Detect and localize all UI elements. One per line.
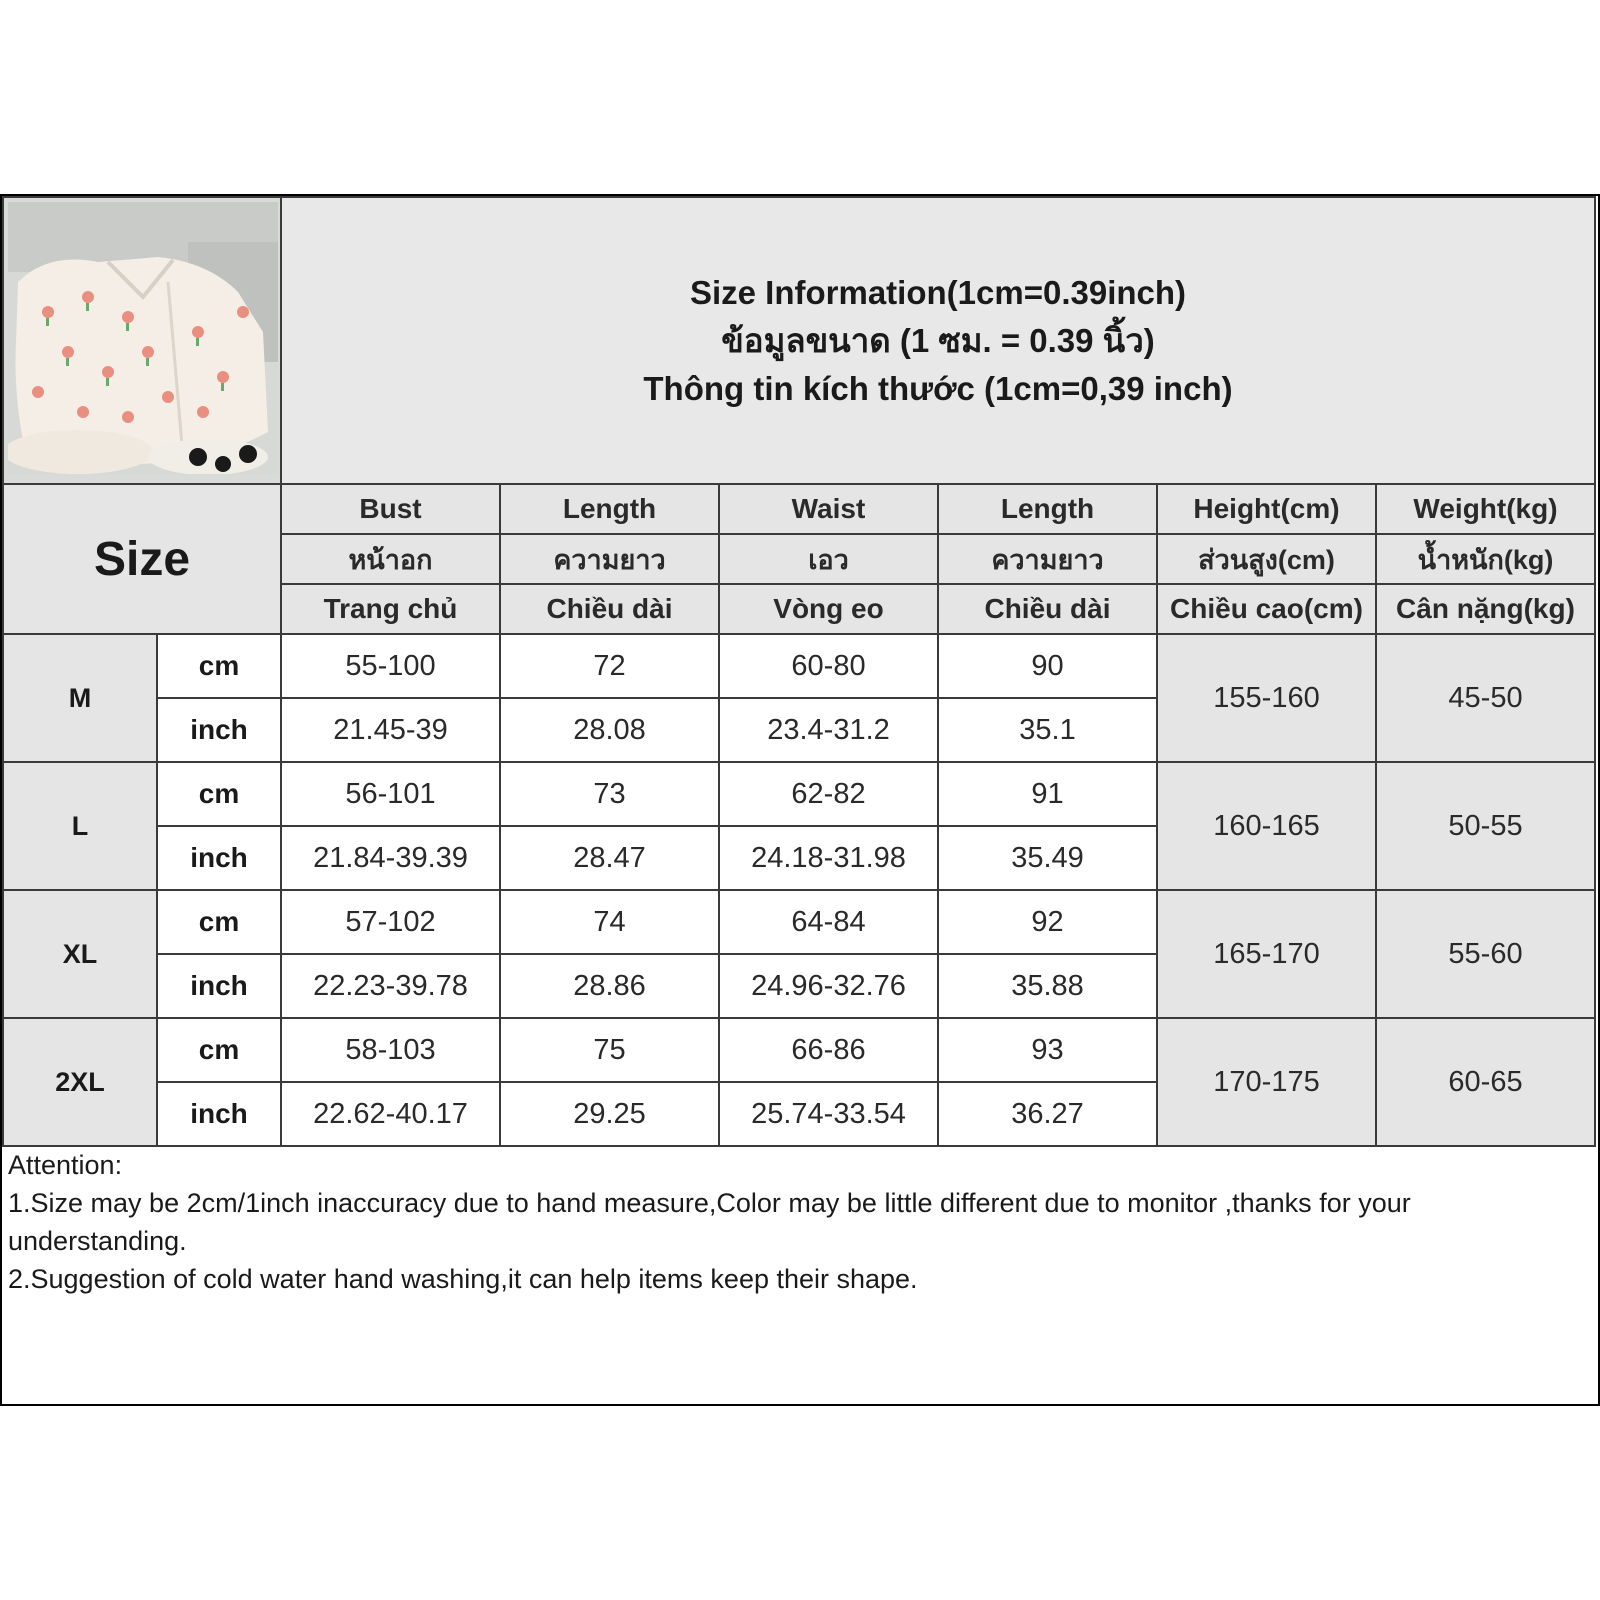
table-cell: 75 — [500, 1018, 719, 1082]
col-height-vi: Chiều cao(cm) — [1157, 584, 1376, 634]
unit-cm: cm — [157, 634, 281, 698]
product-photo-cell — [3, 197, 281, 484]
col-weight-en: Weight(kg) — [1376, 484, 1595, 534]
table-cell: 66-86 — [719, 1018, 938, 1082]
table-cell: 73 — [500, 762, 719, 826]
unit-cm: cm — [157, 762, 281, 826]
table-cell: 21.45-39 — [281, 698, 500, 762]
unit-inch: inch — [157, 698, 281, 762]
size-header: Size — [3, 484, 281, 634]
col-weight-th: น้ำหนัก(kg) — [1376, 534, 1595, 584]
table-cell: 62-82 — [719, 762, 938, 826]
size-label-2xl: 2XL — [3, 1018, 157, 1146]
size-table — [2, 196, 1596, 1147]
table-cell: 21.84-39.39 — [281, 826, 500, 890]
table-cell: 90 — [938, 634, 1157, 698]
height-cell: 165-170 — [1157, 890, 1376, 1018]
col-bust-th: หน้าอก — [281, 534, 500, 584]
col-length-vi: Chiều dài — [500, 584, 719, 634]
table-cell: 22.23-39.78 — [281, 954, 500, 1018]
table-cell: 56-101 — [281, 762, 500, 826]
unit-cm: cm — [157, 1018, 281, 1082]
col-height-th: ส่วนสูง(cm) — [1157, 534, 1376, 584]
table-cell: 35.1 — [938, 698, 1157, 762]
unit-inch: inch — [157, 1082, 281, 1146]
size-label-xl: XL — [3, 890, 157, 1018]
title-th: ข้อมูลขนาด (1 ซม. = 0.39 นิ้ว) — [721, 321, 1155, 359]
weight-cell: 60-65 — [1376, 1018, 1595, 1146]
title-en: Size Information(1cm=0.39inch) — [689, 273, 1187, 311]
table-cell: 58-103 — [281, 1018, 500, 1082]
unit-cm: cm — [157, 890, 281, 954]
col-weight-vi: Cân nặng(kg) — [1376, 584, 1595, 634]
table-cell: 24.96-32.76 — [719, 954, 938, 1018]
table-cell: 28.08 — [500, 698, 719, 762]
table-cell: 36.27 — [938, 1082, 1157, 1146]
product-photo — [8, 202, 278, 474]
col-length2-en: Length — [938, 484, 1157, 534]
table-cell: 28.47 — [500, 826, 719, 890]
table-cell: 35.88 — [938, 954, 1157, 1018]
notes-item-2: 2.Suggestion of cold water hand washing,it can help items keep their shape. — [8, 1264, 918, 1294]
table-cell: 72 — [500, 634, 719, 698]
col-waist-en: Waist — [719, 484, 938, 534]
table-cell: 22.62-40.17 — [281, 1082, 500, 1146]
table-cell: 35.49 — [938, 826, 1157, 890]
size-label-m: M — [3, 634, 157, 762]
unit-inch: inch — [157, 954, 281, 1018]
notes-item-1: 1.Size may be 2cm/1inch inaccuracy due to hand measure,Color may be little different due to monitor ,thanks for your understanding. — [8, 1188, 1411, 1256]
table-cell: 74 — [500, 890, 719, 954]
col-length-th: ความยาว — [500, 534, 719, 584]
table-cell: 91 — [938, 762, 1157, 826]
table-cell: 55-100 — [281, 634, 500, 698]
table-cell: 64-84 — [719, 890, 938, 954]
table-cell: 93 — [938, 1018, 1157, 1082]
table-cell: 57-102 — [281, 890, 500, 954]
table-cell: 25.74-33.54 — [719, 1082, 938, 1146]
height-cell: 155-160 — [1157, 634, 1376, 762]
size-chart — [0, 194, 1600, 1406]
col-length2-vi: Chiều dài — [938, 584, 1157, 634]
size-label-l: L — [3, 762, 157, 890]
table-cell: 28.86 — [500, 954, 719, 1018]
table-cell: 23.4-31.2 — [719, 698, 938, 762]
col-waist-vi: Vòng eo — [719, 584, 938, 634]
height-cell: 160-165 — [1157, 762, 1376, 890]
col-bust-en: Bust — [281, 484, 500, 534]
notes-heading: Attention: — [8, 1150, 123, 1180]
weight-cell: 45-50 — [1376, 634, 1595, 762]
table-cell: 24.18-31.98 — [719, 826, 938, 890]
weight-cell: 55-60 — [1376, 890, 1595, 1018]
title-vi: Thông tin kích thước (1cm=0,39 inch) — [643, 369, 1233, 407]
table-cell: 29.25 — [500, 1082, 719, 1146]
col-length-en: Length — [500, 484, 719, 534]
weight-cell: 50-55 — [1376, 762, 1595, 890]
unit-inch: inch — [157, 826, 281, 890]
title-cell — [281, 197, 1595, 484]
height-cell: 170-175 — [1157, 1018, 1376, 1146]
table-cell: 60-80 — [719, 634, 938, 698]
col-height-en: Height(cm) — [1157, 484, 1376, 534]
col-waist-th: เอว — [719, 534, 938, 584]
attention-notes — [8, 1146, 1593, 1298]
table-cell: 92 — [938, 890, 1157, 954]
col-length2-th: ความยาว — [938, 534, 1157, 584]
col-bust-vi: Trang chủ — [281, 584, 500, 634]
